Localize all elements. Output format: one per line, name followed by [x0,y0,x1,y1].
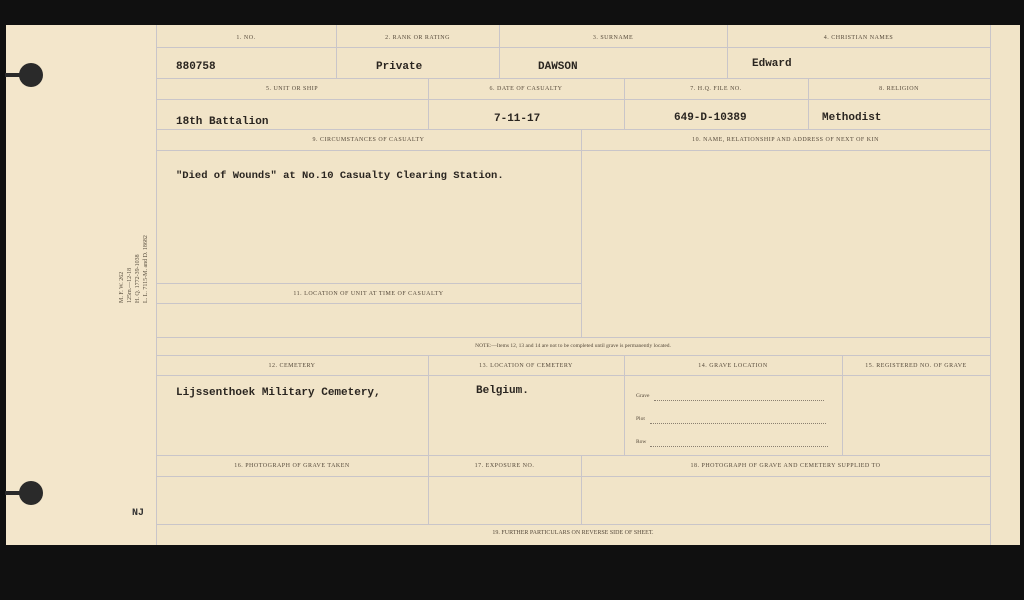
plot-dotted-line [650,423,826,424]
rule [428,355,429,455]
rule [156,524,990,525]
surname-label: 3. SURNAME [592,35,634,41]
rank-label: 2. RANK OR RATING [385,35,450,41]
grave-label: Grave [636,393,650,399]
grave-dotted-line [654,400,824,401]
rule [499,25,500,78]
rule [842,355,843,455]
rule [156,337,990,338]
registered-no-label: 15. REGISTERED NO. OF GRAVE [865,363,967,369]
frame-right-rule [990,25,991,545]
rule [156,47,990,48]
circumstances-label: 9. CIRCUMSTANCES OF CASUALTY [312,137,425,143]
rule [581,129,582,337]
photo-supplied-label: 18. PHOTOGRAPH OF GRAVE AND CEMETERY SUPPLIED TO [690,463,881,469]
rule [156,150,990,151]
rule [624,355,625,455]
grave-location-label: 14. GRAVE LOCATION [698,363,768,369]
religion-value: Methodist [822,112,882,124]
christian-names-value: Edward [752,58,792,70]
photo-taken-label: 16. PHOTOGRAPH OF GRAVE TAKEN [234,463,350,469]
religion-label: 8. RELIGION [879,86,919,92]
unit-value: 18th Battalion [176,116,269,128]
hq-file-value: 649-D-10389 [674,112,747,124]
rule [156,355,990,356]
clerk-initials: NJ [132,508,145,519]
rule [156,99,990,100]
punch-hole-bottom [19,481,43,505]
rule [156,283,581,284]
exposure-label: 17. EXPOSURE NO. [474,463,535,469]
circumstances-value: "Died of Wounds" at No.10 Casualty Clearing Station. [176,170,504,182]
row-dotted-line [650,446,828,447]
location-unit-label: 11. LOCATION OF UNIT AT TIME OF CASUALTY [293,291,444,297]
no-label: 1. NO. [236,35,256,41]
cemetery-location-label: 13. LOCATION OF CEMETERY [479,363,573,369]
form-print-code: M. F. W. 262 125m.—12-18 H. Q. 1772-39-1038 L. L. 7115-M. and D. 18682 [119,235,149,303]
binding-margin [6,25,156,545]
surname-value: DAWSON [538,61,578,73]
punch-hole-top [19,63,43,87]
christian-names-label: 4. CHRISTIAN NAMES [823,35,894,41]
unit-label: 5. UNIT OR SHIP [265,86,319,92]
date-casualty-value: 7-11-17 [494,113,541,125]
rule [156,476,990,477]
rule [727,25,728,78]
rank-value: Private [376,61,423,73]
row-label: Row [636,439,647,445]
rule [156,303,581,304]
casualty-card [6,25,1020,545]
cemetery-value: Lijssenthoek Military Cemetery, [176,387,381,399]
rule [156,78,990,79]
completion-note: NOTE:—Items 12, 13 and 14 are not to be completed until grave is permanently located. [475,343,671,349]
rule [156,455,990,456]
no-value: 880758 [176,61,216,73]
plot-label: Plot [636,416,645,422]
date-casualty-label: 6. DATE OF CASUALTY [489,86,563,92]
rule [156,375,990,376]
rule [156,129,990,130]
rule [336,25,337,78]
cemetery-location-value: Belgium. [476,385,529,397]
cemetery-label: 12. CEMETERY [268,363,316,369]
further-particulars-note: 19. FURTHER PARTICULARS ON REVERSE SIDE OF SHEET. [492,530,654,536]
hq-file-label: 7. H.Q. FILE NO. [690,86,742,92]
next-of-kin-label: 10. NAME, RELATIONSHIP AND ADDRESS OF NEXT OF KIN [692,137,879,143]
